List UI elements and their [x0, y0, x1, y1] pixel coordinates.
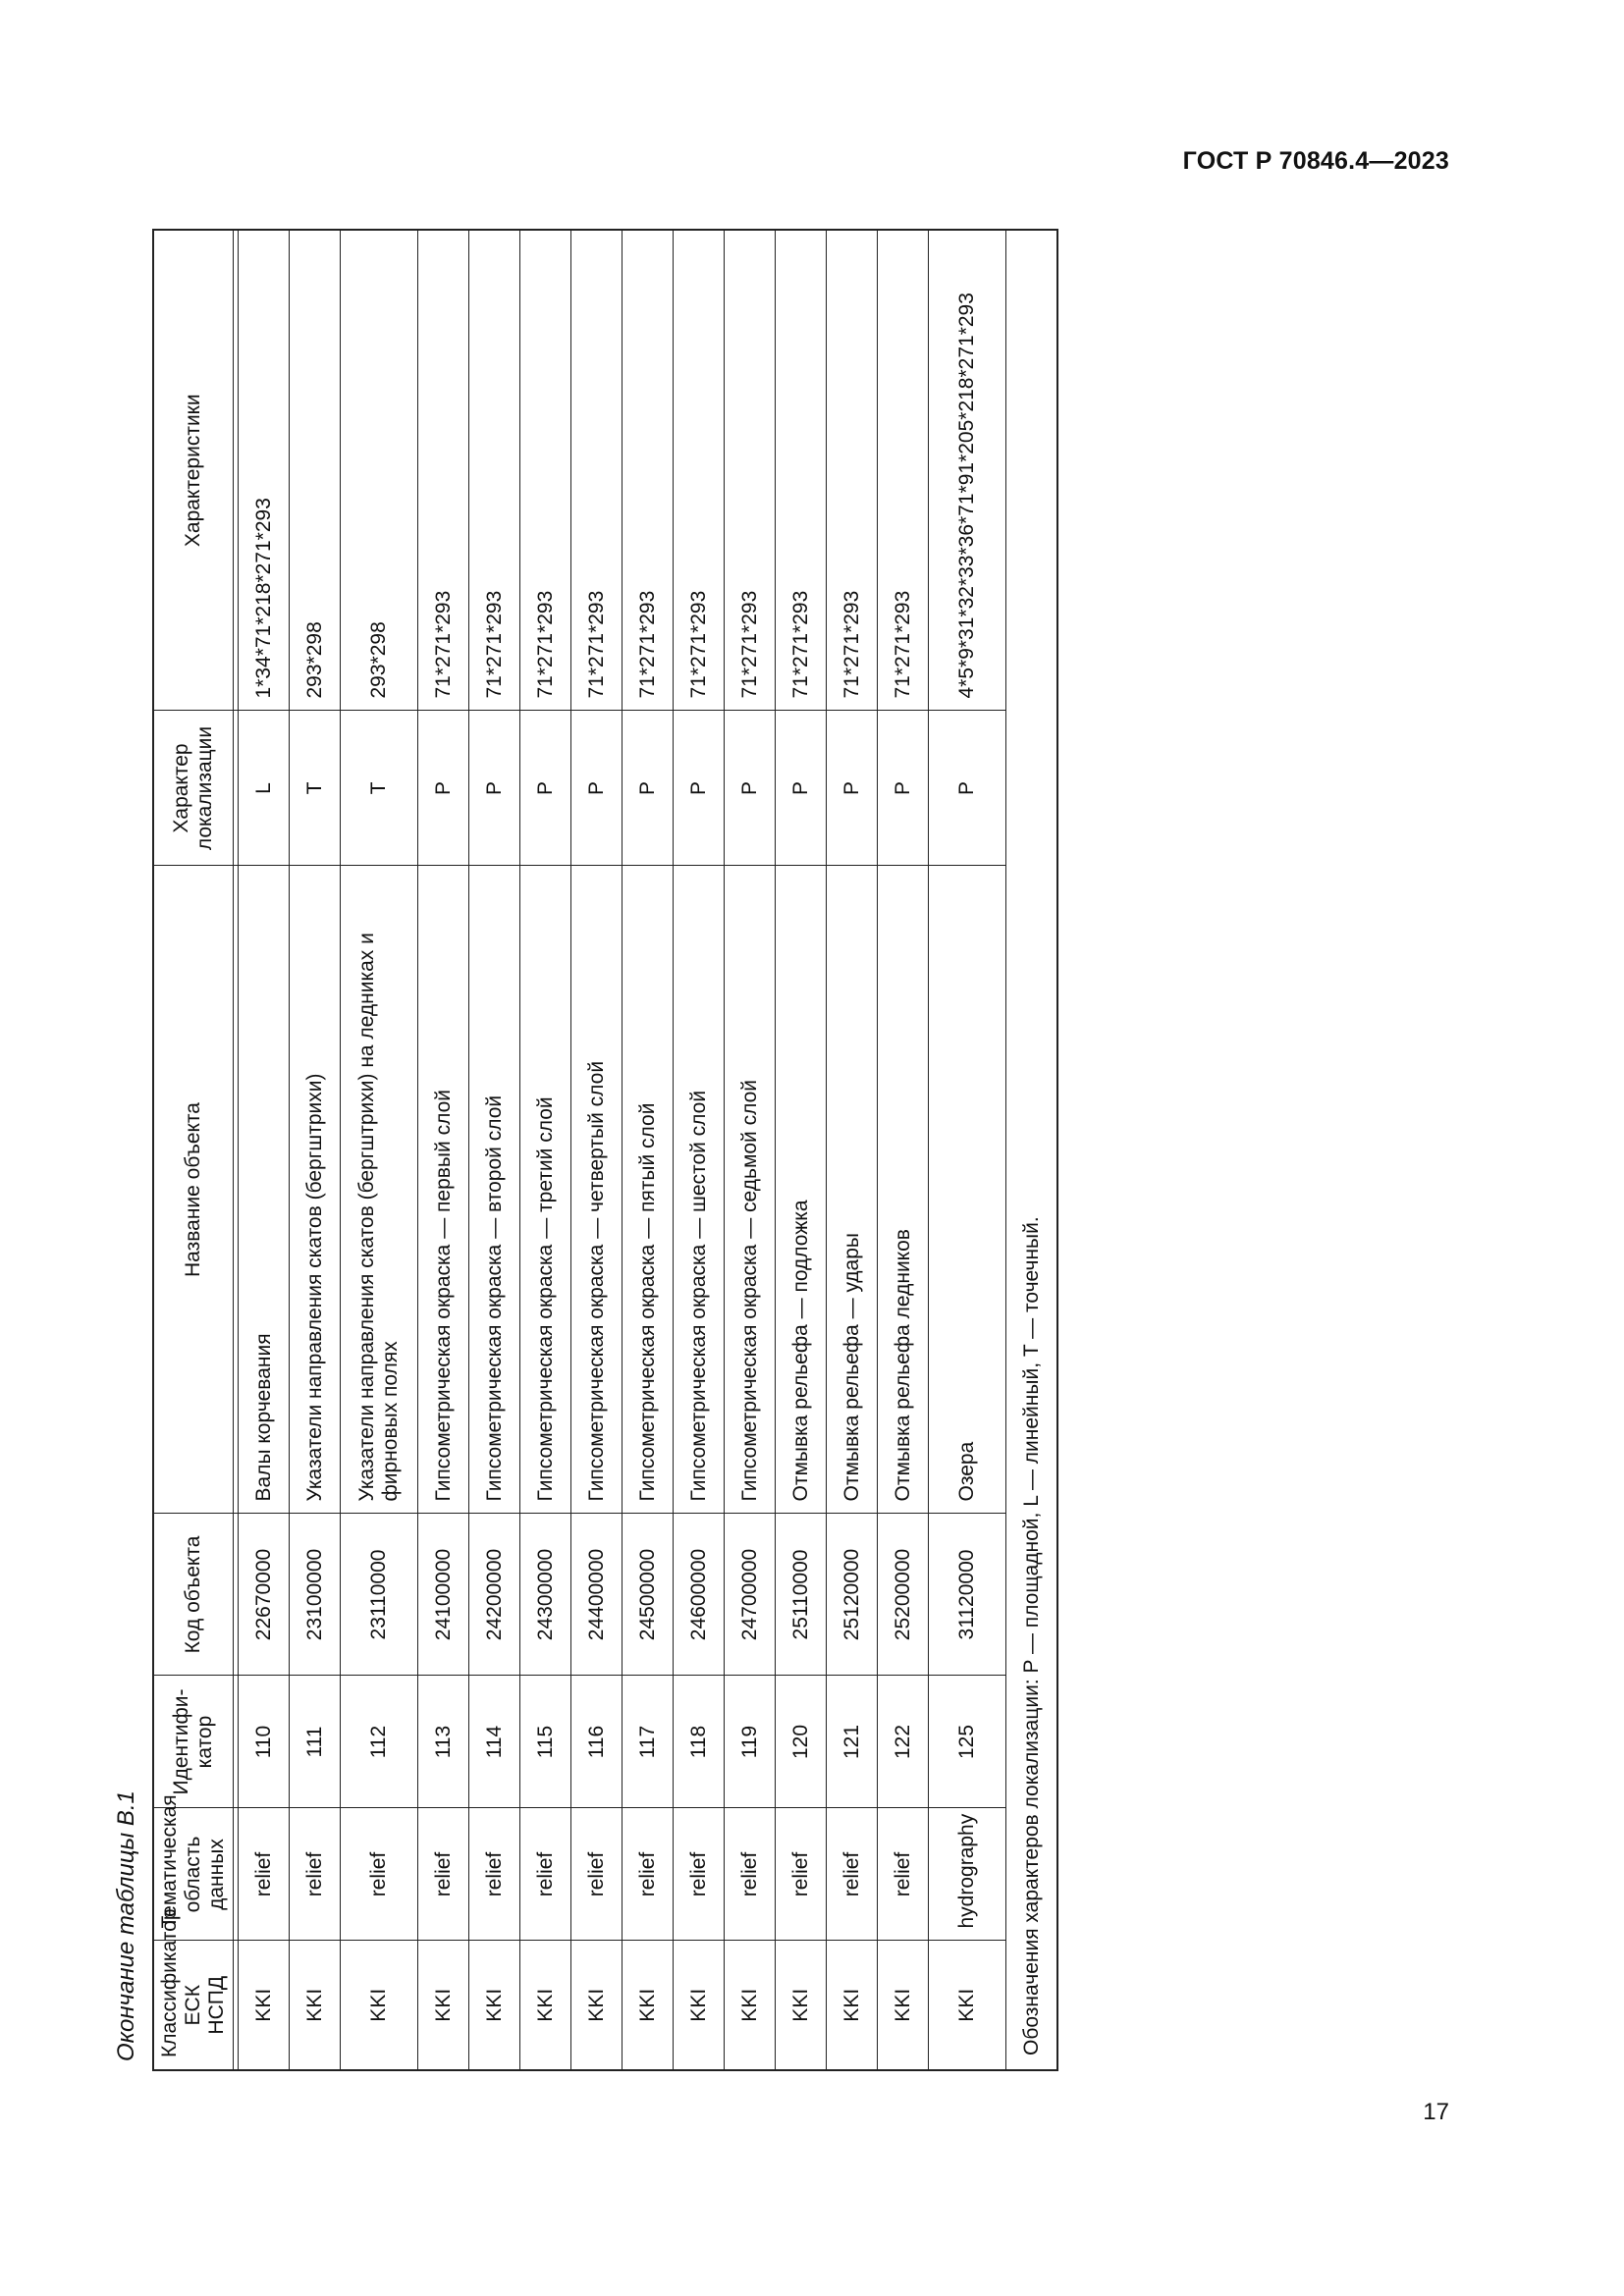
table-cell: KKI: [725, 1941, 776, 2070]
table-cell: 71*271*293: [571, 230, 623, 711]
table-cell: 114: [469, 1676, 520, 1808]
table-cell: T: [290, 711, 341, 866]
table-cell: Отмывка рельефа ледников: [878, 866, 929, 1514]
table-cell: P: [674, 711, 725, 866]
table-cell: 24500000: [623, 1514, 674, 1676]
table-cell: KKI: [571, 1941, 623, 2070]
table-cell: KKI: [341, 1941, 418, 2070]
table-cell: relief: [290, 1808, 341, 1941]
table-cell: Указатели направления скатов (бергштрихи): [290, 866, 341, 1514]
table-cell: Гипсометрическая окраска — пятый слой: [623, 866, 674, 1514]
table-cell: P: [623, 711, 674, 866]
table-cell: Отмывка рельефа — удары: [827, 866, 878, 1514]
table-cell: 113: [418, 1676, 469, 1808]
column-header: Классификатор ЕСК НСПД: [153, 1941, 234, 2070]
table-cell: P: [469, 711, 520, 866]
table-cell: 116: [571, 1676, 623, 1808]
table-cell: P: [725, 711, 776, 866]
table-cell: relief: [469, 1808, 520, 1941]
table-cell: P: [929, 711, 1006, 866]
table-cell: Гипсометрическая окраска — седьмой слой: [725, 866, 776, 1514]
table-cell: 24200000: [469, 1514, 520, 1676]
table-cell: 71*271*293: [520, 230, 571, 711]
table-row: [827, 230, 878, 2070]
table-cell: 24600000: [674, 1514, 725, 1676]
column-header: Характеристики: [153, 230, 234, 711]
table-cell: 121: [827, 1676, 878, 1808]
table-cell: 24100000: [418, 1514, 469, 1676]
column-header: Код объекта: [153, 1514, 234, 1676]
table-cell: 24400000: [571, 1514, 623, 1676]
table-cell: P: [520, 711, 571, 866]
table-cell: relief: [776, 1808, 827, 1941]
table-cell: 71*271*293: [776, 230, 827, 711]
table-cell: Гипсометрическая окраска — третий слой: [520, 866, 571, 1514]
document-id: ГОСТ Р 70846.4—2023: [1182, 147, 1449, 175]
table-note: Обозначения характеров локализации: P — площадной, L — линейный, T — точечный.: [1006, 230, 1058, 2070]
table-cell: relief: [341, 1808, 418, 1941]
table-cell: P: [418, 711, 469, 866]
table-cell: 120: [776, 1676, 827, 1808]
table-cell: relief: [418, 1808, 469, 1941]
column-header: Характер локализации: [153, 711, 234, 866]
table-cell: relief: [520, 1808, 571, 1941]
table-row: [418, 230, 469, 2070]
table-cell: relief: [623, 1808, 674, 1941]
table-row: [878, 230, 929, 2070]
data-table: [152, 229, 1058, 2071]
table-cell: relief: [878, 1808, 929, 1941]
table-cell: Отмывка рельефа — подложка: [776, 866, 827, 1514]
table-cell: 22670000: [239, 1514, 290, 1676]
table-cell: relief: [674, 1808, 725, 1941]
table-cell: relief: [725, 1808, 776, 1941]
table-cell: 23100000: [290, 1514, 341, 1676]
table-cell: KKI: [929, 1941, 1006, 2070]
table-cell: 110: [239, 1676, 290, 1808]
table-row: [341, 230, 418, 2070]
table-cell: relief: [239, 1808, 290, 1941]
rotated-table-block: [113, 187, 1046, 2071]
table-cell: L: [239, 711, 290, 866]
table-cell: Гипсометрическая окраска — первый слой: [418, 866, 469, 1514]
table-cell: KKI: [878, 1941, 929, 2070]
table-cell: 71*271*293: [418, 230, 469, 711]
table-cell: 125: [929, 1676, 1006, 1808]
table-cell: 293*298: [341, 230, 418, 711]
table-cell: Валы корчевания: [239, 866, 290, 1514]
table-cell: Гипсометрическая окраска — шестой слой: [674, 866, 725, 1514]
table-cell: KKI: [418, 1941, 469, 2070]
table-row: [776, 230, 827, 2070]
table-cell: Гипсометрическая окраска — второй слой: [469, 866, 520, 1514]
table-cell: relief: [827, 1808, 878, 1941]
table-body: [234, 230, 1006, 2070]
table-row: [725, 230, 776, 2070]
table-cell: hydrography: [929, 1808, 1006, 1941]
table-cell: 115: [520, 1676, 571, 1808]
table-cell: 112: [341, 1676, 418, 1808]
table-cell: 23110000: [341, 1514, 418, 1676]
table-cell: 25200000: [878, 1514, 929, 1676]
column-header: Идентифи-катор: [153, 1676, 234, 1808]
table-row: [929, 230, 1006, 2070]
page-number: 17: [1423, 2099, 1449, 2125]
table-cell: KKI: [469, 1941, 520, 2070]
table-cell: 71*271*293: [827, 230, 878, 711]
table-cell: P: [878, 711, 929, 866]
table-cell: 293*298: [290, 230, 341, 711]
table-row: [674, 230, 725, 2070]
column-header: Название объекта: [153, 866, 234, 1514]
table-cell: 24700000: [725, 1514, 776, 1676]
table-row: [520, 230, 571, 2070]
table-cell: Озера: [929, 866, 1006, 1514]
table-cell: 111: [290, 1676, 341, 1808]
table-note-row: [1006, 230, 1058, 2070]
table-cell: KKI: [623, 1941, 674, 2070]
table-cell: 118: [674, 1676, 725, 1808]
table-cell: 4*5*9*31*32*33*36*71*91*205*218*271*293: [929, 230, 1006, 711]
table-row: [290, 230, 341, 2070]
table-cell: 1*34*71*218*271*293: [239, 230, 290, 711]
table-row: [469, 230, 520, 2070]
table-cell: 71*271*293: [674, 230, 725, 711]
table-cell: KKI: [827, 1941, 878, 2070]
table-cell: 71*271*293: [623, 230, 674, 711]
column-header: Тематическая область данных: [153, 1808, 234, 1941]
table-cell: 71*271*293: [469, 230, 520, 711]
table-cell: 25120000: [827, 1514, 878, 1676]
table-cell: Указатели направления скатов (бергштрихи) на ледниках и фирновых полях: [341, 866, 418, 1514]
table-row: [239, 230, 290, 2070]
table-header: [153, 230, 234, 2070]
table-cell: 119: [725, 1676, 776, 1808]
table-cell: KKI: [674, 1941, 725, 2070]
table-cell: relief: [571, 1808, 623, 1941]
table-cell: KKI: [290, 1941, 341, 2070]
table-cell: 71*271*293: [725, 230, 776, 711]
table-cell: 24300000: [520, 1514, 571, 1676]
table-cell: 122: [878, 1676, 929, 1808]
table-caption: Окончание таблицы В.1: [113, 1790, 139, 2061]
table-cell: 71*271*293: [878, 230, 929, 711]
table-cell: KKI: [239, 1941, 290, 2070]
table-cell: KKI: [776, 1941, 827, 2070]
table-cell: T: [341, 711, 418, 866]
table-row: [623, 230, 674, 2070]
table-cell: P: [776, 711, 827, 866]
table-cell: Гипсометрическая окраска — четвертый слой: [571, 866, 623, 1514]
table-cell: P: [571, 711, 623, 866]
table-cell: P: [827, 711, 878, 866]
table-cell: 25110000: [776, 1514, 827, 1676]
table-row: [571, 230, 623, 2070]
table-cell: KKI: [520, 1941, 571, 2070]
table-cell: 117: [623, 1676, 674, 1808]
table-cell: 31120000: [929, 1514, 1006, 1676]
